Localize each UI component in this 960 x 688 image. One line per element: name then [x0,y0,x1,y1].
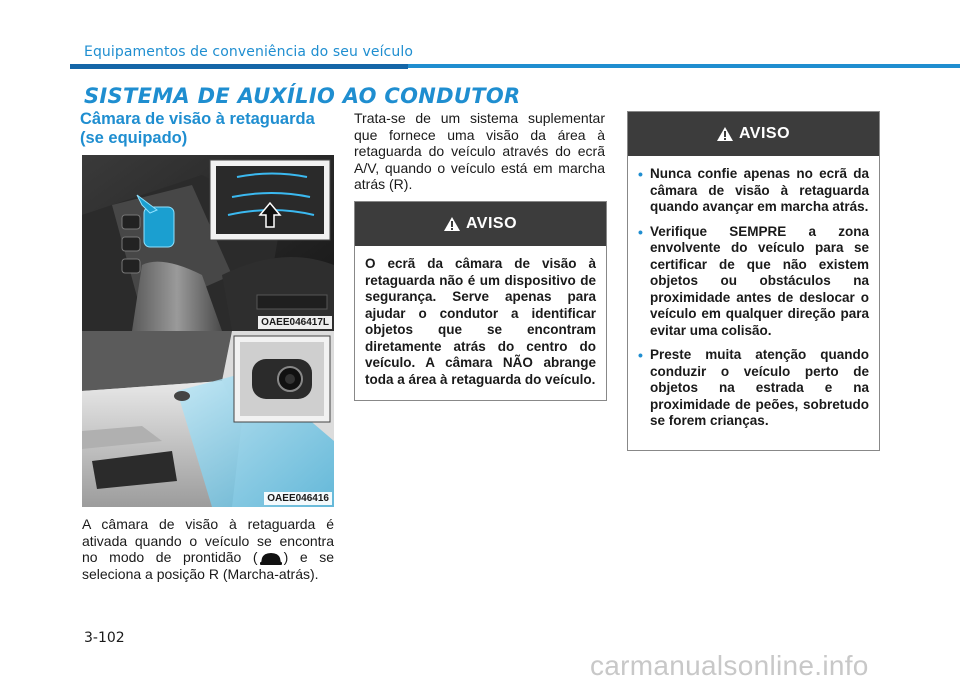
subsection-title-line1: Câmara de visão à retaguarda [80,110,315,128]
middle-paragraph: Trata-se de um sistema suplementar que fornece uma visão da área à retaguarda do veículo através do ecrã A/V, quando o veículo está em marcha atrás (R). [354,110,605,192]
warning-item [638,166,869,216]
warning-triangle-icon [717,127,733,141]
warning-box-2-heading: AVISO [738,125,791,142]
warning-item [638,347,869,430]
figure-code-2: OAEE046416 [264,492,332,505]
warning-item-text: Nunca confie apenas no ecrã da câmara de visão à retaguarda quando avançar em marcha atrás. [650,166,869,214]
section-title: SISTEMA DE AUXÍLIO AO CONDUTOR [84,84,521,108]
warning-item [638,224,869,340]
watermark: carmanualsonline.info [590,650,869,681]
warning-triangle-icon [444,217,460,231]
warning-box-1-text: O ecrã da câmara de visão à retaguarda não é um dispositivo de segurança. Serve apenas para ajudar o condutor a identificar objetos que se encontram diretamente atrás do centro do veículo. A câmara NÃO abrange toda a área à retaguarda do veículo. [365,256,596,387]
warning-box-2-body [628,156,879,450]
figure-code-1: OAEE046417L [258,316,332,329]
rear-camera-illustration [82,331,334,507]
subsection-title-line2: (se equipado) [80,129,188,147]
figure-rear-camera [82,331,334,507]
left-paragraph-part2: ) e se seleciona a posição R (Marcha-atrás). [82,549,334,583]
warning-box-2 [627,111,880,451]
ready-mode-icon [258,550,284,566]
warning-box-1 [354,201,607,401]
figure-shifter [82,155,334,331]
bullet-icon: • [638,223,643,240]
shifter-illustration [82,155,334,331]
warning-item-text: Verifique SEMPRE a zona envolvente do veículo para se certificar de que não existem objetos ou obstáculos na proximidade antes de deslocar o veículo em qualquer direção para evitar uma colisão. [650,223,869,338]
left-paragraph [82,516,334,583]
warning-box-2-header [628,112,879,156]
warning-box-1-heading: AVISO [465,215,518,232]
left-paragraph-part1: A câmara de visão à retaguarda é ativada quando o veículo se encontra no modo de prontidão ( [82,516,334,565]
warning-item-text: Preste muita atenção quando conduzir o veículo perto de objetos na estrada e na proximidade de peões, sobretudo se forem crianças. [650,347,869,428]
page-number: 3-102 [84,630,125,646]
subsection-title [80,110,330,148]
header-rule-accent [70,64,408,69]
bullet-icon: • [638,166,643,182]
running-header: Equipamentos de conveniência do seu veículo [84,44,413,60]
bullet-icon: • [638,347,643,363]
warning-box-1-header [355,202,606,246]
